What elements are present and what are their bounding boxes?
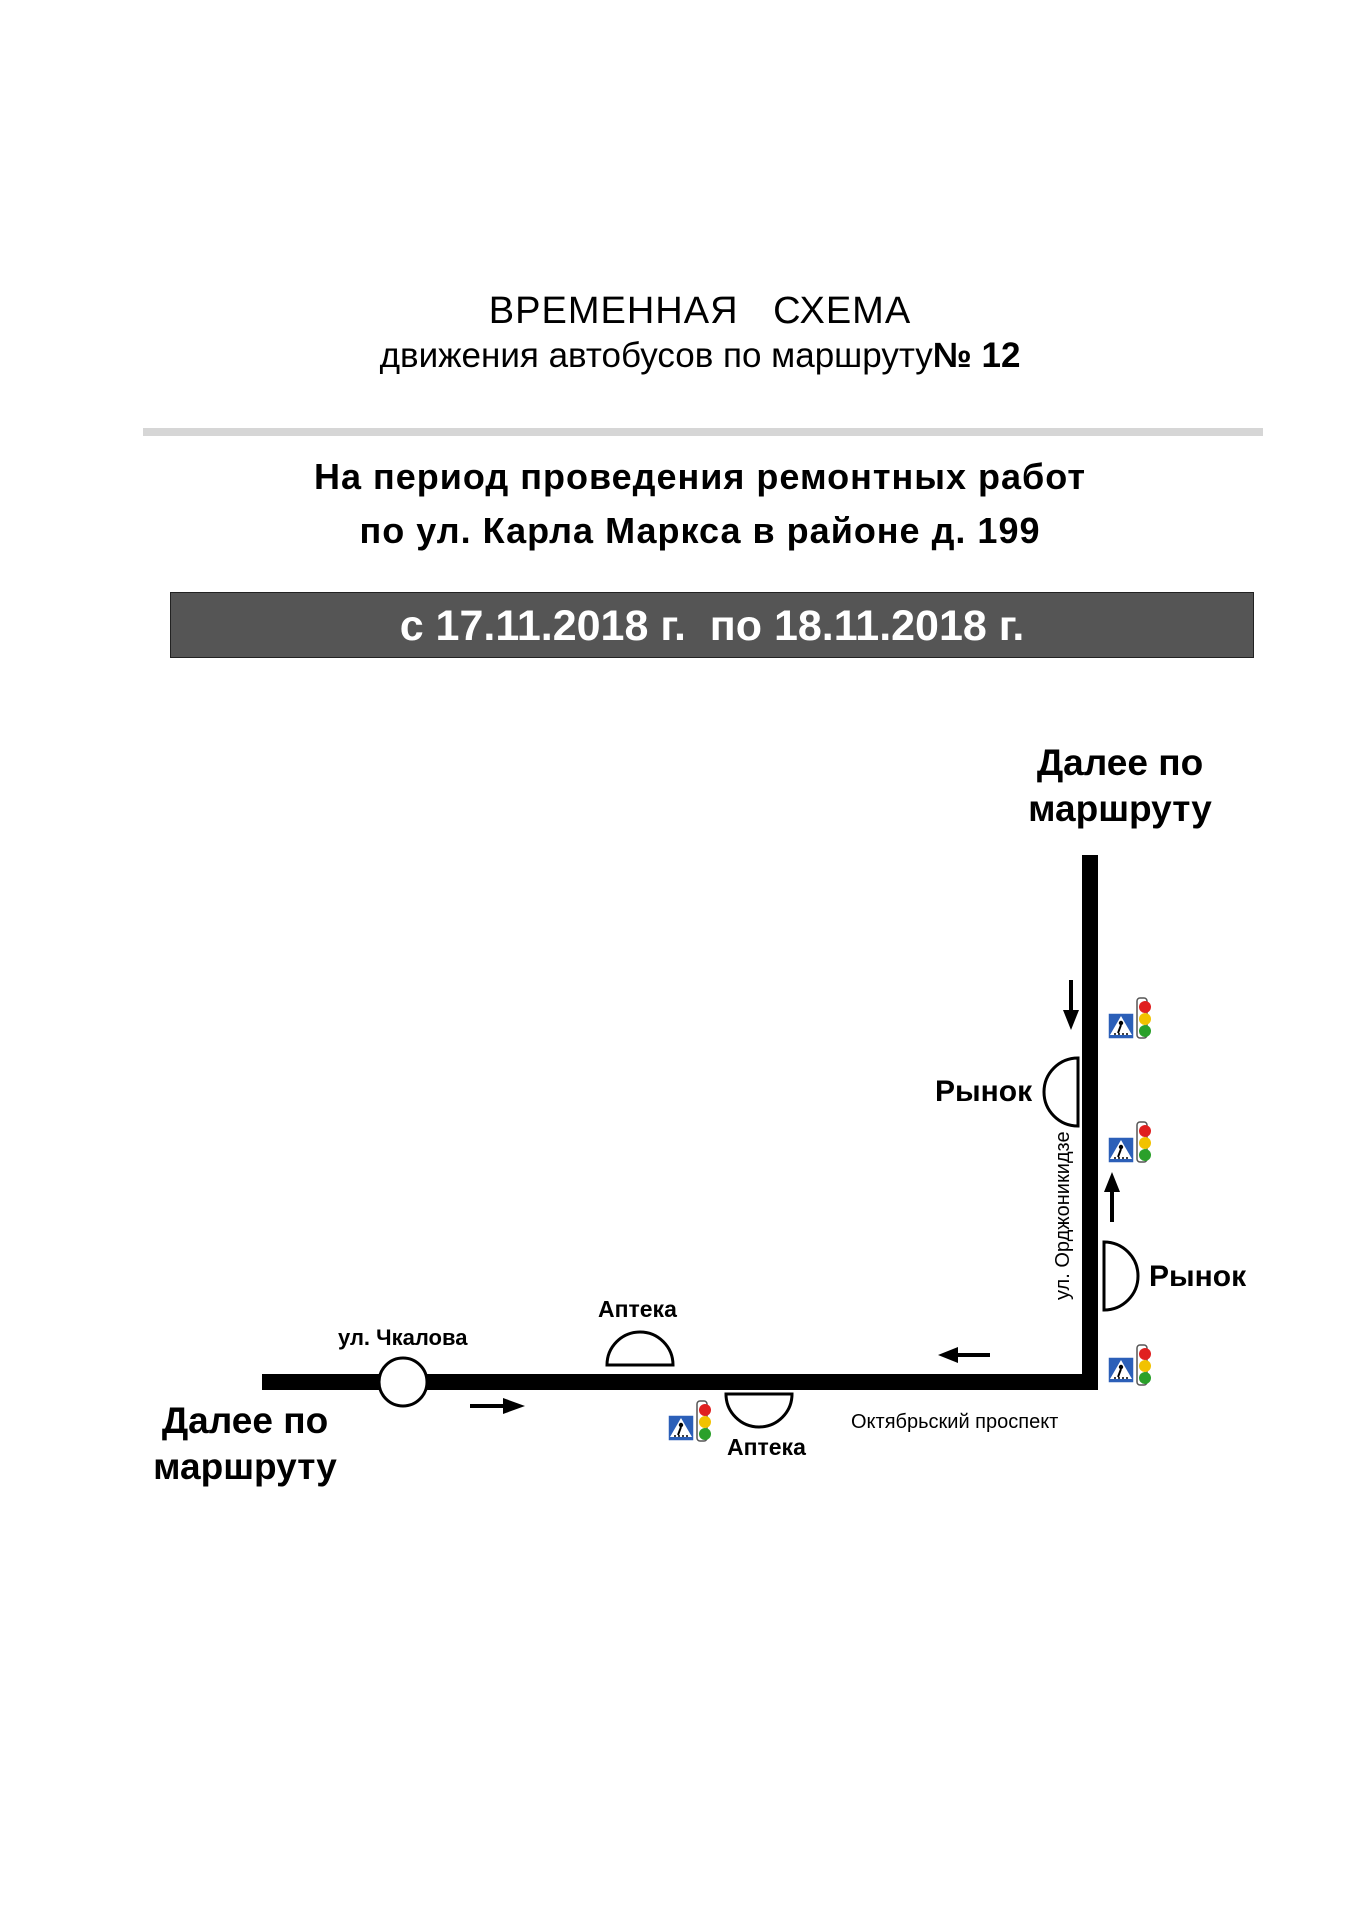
crosswalk-icon [1108,1357,1134,1383]
road-ordzhonikidze [1082,855,1098,1390]
stop-pharmacy-north-icon [607,1332,673,1365]
arrow-down [1063,980,1079,1030]
traffic-light-icon [1137,1345,1151,1385]
crosswalk-icon [1108,1013,1134,1039]
street-label-ordzhonikidze: ул. Орджоникидзе [1052,1131,1074,1300]
stop-pharmacy-south-icon [726,1394,792,1427]
traffic-light-icon [1137,998,1151,1038]
route-number: № 12 [932,336,1021,375]
arrow-right [470,1398,525,1414]
intersection-chkalova [379,1358,427,1406]
label-market-lower: Рынок [1149,1260,1247,1293]
arrow-left [938,1347,990,1363]
label-pharmacy-north: Аптека [598,1296,677,1322]
date-range-bar: с 17.11.2018 г. по 18.11.2018 г. [170,592,1254,658]
crosswalk-icon [1108,1137,1134,1163]
label-continue-top: Далее по маршруту [1028,742,1212,829]
arrow-up [1104,1172,1120,1222]
label-market-upper: Рынок [935,1075,1033,1108]
traffic-light-icon [1137,1122,1151,1162]
stop-market-upper-icon [1044,1058,1078,1126]
subtitle-text: движения автобусов по маршруту [379,336,933,375]
traffic-light-icon [697,1401,711,1441]
label-pharmacy-south: Аптека [727,1434,806,1460]
street-label-oktyabrsky: Октябрьский проспект [851,1411,1059,1433]
period-line-2: по ул. Карла Маркса в районе д. 199 [359,510,1041,551]
period-line-1: На период проведения ремонтных работ [314,456,1086,497]
scheme-title: ВРЕМЕННАЯ СХЕМА [488,290,912,332]
label-continue-bottom: Далее по маршруту [153,1400,337,1487]
stop-market-lower-icon [1104,1242,1138,1310]
street-label-chkalova: ул. Чкалова [338,1325,468,1350]
crosswalk-icon [668,1415,694,1441]
